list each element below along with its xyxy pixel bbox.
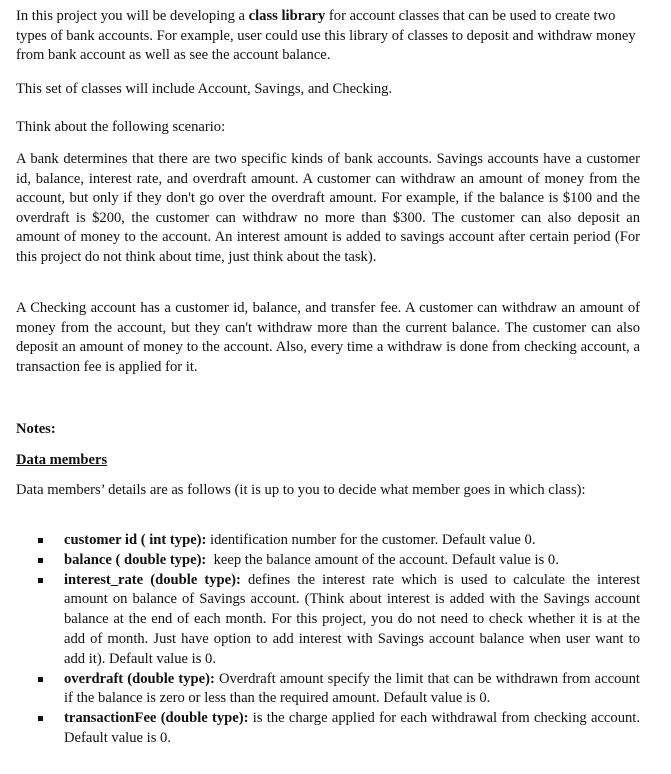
member-description: defines the interest rate which is used to calculate the interest amount on balance of Savings account. (Think about interest is added with the Savings account balance at the end of each month. For this project, you do not need to check whether it is at the add of month. Just have option to add interest with Savings account balance when user want to add it). Default value is 0. [64, 571, 640, 667]
bullet-icon [38, 558, 43, 563]
savings-paragraph: A bank determines that there are two specific kinds of bank accounts. Savings accounts have a customer id, balance, interest rate, and overdraft amount. A customer can withdraw an amount of money from the account, but only if they don't go over the overdraft amount. For example, if the balance is $100 and the overdraft is $200, the customer can withdraw no more than $300. The customer can also deposit an amount of money to the account. An interest amount is added to savings account after certain period (For this project do not think about time, just think about the task). [16, 151, 640, 265]
intro-bold-term: class library [248, 8, 326, 24]
member-description: Overdraft amount specify the limit that can be withdrawn from account if the balance is zero or less than the required amount. Default value is 0. [64, 670, 640, 707]
member-description: identification number for the customer. Default value 0. [206, 532, 536, 548]
member-description: is the charge applied for each withdrawal from checking account. Default value is 0. [64, 710, 640, 746]
member-term: overdraft (double type): [64, 670, 215, 687]
member-description: keep the balance amount of the account. Default value is 0. [206, 551, 559, 568]
classes-sentence: This set of classes will include Account, Savings, and Checking. [16, 81, 393, 97]
list-item [16, 571, 640, 670]
intro-text-2: for account classes that can be used to create two types of bank accounts. For example, user could use this library of classes to deposit and withdraw money from bank account as well as see the account balance. [16, 8, 636, 63]
list-item [16, 551, 640, 571]
bullet-icon [38, 716, 43, 721]
member-term: balance ( double type): [64, 551, 207, 568]
member-term: customer id ( int type): [64, 532, 207, 548]
notes-heading [16, 420, 640, 440]
member-term: interest_rate (double type): [64, 571, 241, 588]
checking-paragraph: A Checking account has a customer id, balance, and transfer fee. A customer can withdraw an amount of money from the account, but they can't withdraw more than the current balance. The customer can also deposit an amount of money to the account. Also, every time a withdraw is done from checking account, a transaction fee is applied for it. [16, 300, 640, 375]
intro-text-1: In this project you will be developing a [16, 8, 249, 24]
bullet-icon [38, 677, 43, 682]
data-members-intro: Data members’ details are as follows (it is up to you to decide what member goes in which class): [16, 482, 586, 498]
data-members-heading [16, 451, 640, 471]
list-item [16, 670, 640, 710]
bullet-icon [38, 538, 43, 543]
list-item [16, 531, 640, 551]
list-item [16, 709, 640, 749]
data-members-heading-text: Data members [16, 452, 108, 468]
data-members-list [16, 531, 640, 749]
intro-paragraph [16, 7, 640, 66]
scenario-intro: Think about the following scenario: [16, 119, 226, 135]
member-term: transactionFee (double type): [64, 710, 249, 727]
notes-heading-text: Notes: [16, 421, 56, 437]
bullet-icon [38, 578, 43, 583]
